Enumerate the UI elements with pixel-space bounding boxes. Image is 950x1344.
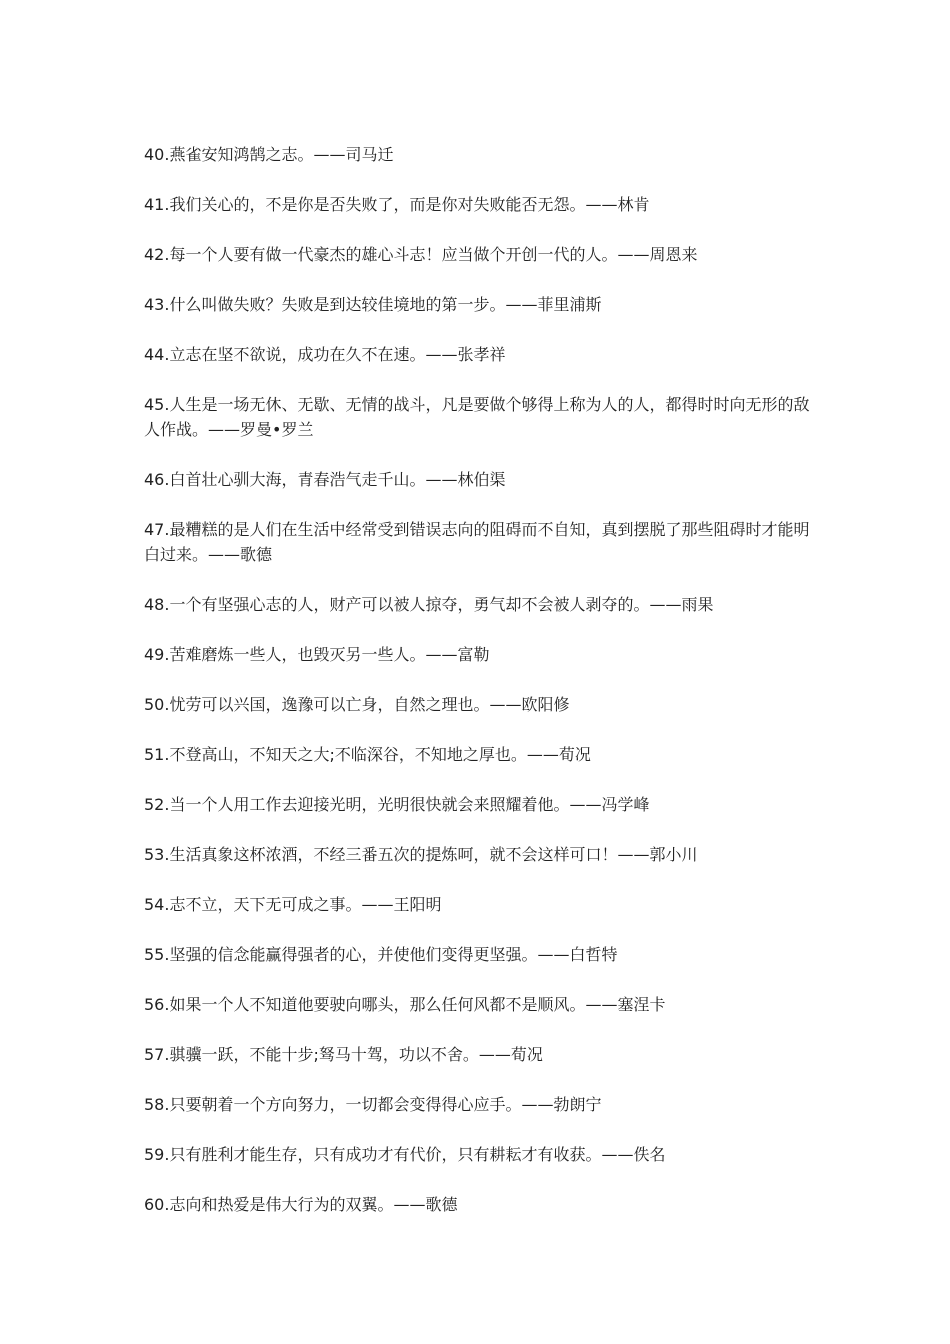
quote-item: 46.白首壮心驯大海，青春浩气走千山。——林伯渠 — [144, 470, 506, 489]
quote-item: 40.燕雀安知鸿鹄之志。——司马迁 — [144, 145, 394, 164]
quote-item: 58.只要朝着一个方向努力，一切都会变得得心应手。——勃朗宁 — [144, 1095, 602, 1114]
quote-item: 42.每一个人要有做一代豪杰的雄心斗志！应当做个开创一代的人。——周恩来 — [144, 245, 698, 264]
quote-item: 50.忧劳可以兴国，逸豫可以亡身，自然之理也。——欧阳修 — [144, 695, 570, 714]
quote-item: 48.一个有坚强心志的人，财产可以被人掠夺，勇气却不会被人剥夺的。——雨果 — [144, 595, 714, 614]
quote-item: 56.如果一个人不知道他要驶向哪头，那么任何风都不是顺风。——塞涅卡 — [144, 995, 666, 1014]
quote-item: 53.生活真象这杯浓酒，不经三番五次的提炼呵，就不会这样可口！——郭小川 — [144, 845, 698, 864]
quote-item: 57.骐骥一跃，不能十步;驽马十驾，功以不舍。——荀况 — [144, 1045, 543, 1064]
document-page — [144, 142, 810, 1242]
quote-item: 49.苦难磨炼一些人，也毁灭另一些人。——富勒 — [144, 645, 490, 664]
quote-item: 51.不登高山，不知天之大;不临深谷，不知地之厚也。——荀况 — [144, 745, 591, 764]
quote-item: 41.我们关心的，不是你是否失败了，而是你对失败能否无怨。——林肯 — [144, 195, 650, 214]
quote-item: 60.志向和热爱是伟大行为的双翼。——歌德 — [144, 1195, 458, 1214]
quote-item: 55.坚强的信念能赢得强者的心，并使他们变得更坚强。——白哲特 — [144, 945, 618, 964]
quote-item: 52.当一个人用工作去迎接光明，光明很快就会来照耀着他。——冯学峰 — [144, 795, 650, 814]
quote-item: 43.什么叫做失败？失败是到达较佳境地的第一步。——菲里浦斯 — [144, 295, 602, 314]
quote-item: 44.立志在坚不欲说，成功在久不在速。——张孝祥 — [144, 345, 506, 364]
quote-item: 45.人生是一场无休、无歇、无情的战斗，凡是要做个够得上称为人的人，都得时时向无形的敌人作战。——罗曼•罗兰 — [144, 395, 810, 439]
quote-item: 47.最糟糕的是人们在生活中经常受到错误志向的阻碍而不自知，真到摆脱了那些阻碍时才能明白过来。——歌德 — [144, 520, 810, 564]
quote-item: 54.志不立，天下无可成之事。——王阳明 — [144, 895, 442, 914]
quote-item: 59.只有胜利才能生存，只有成功才有代价，只有耕耘才有收获。——佚名 — [144, 1145, 666, 1164]
